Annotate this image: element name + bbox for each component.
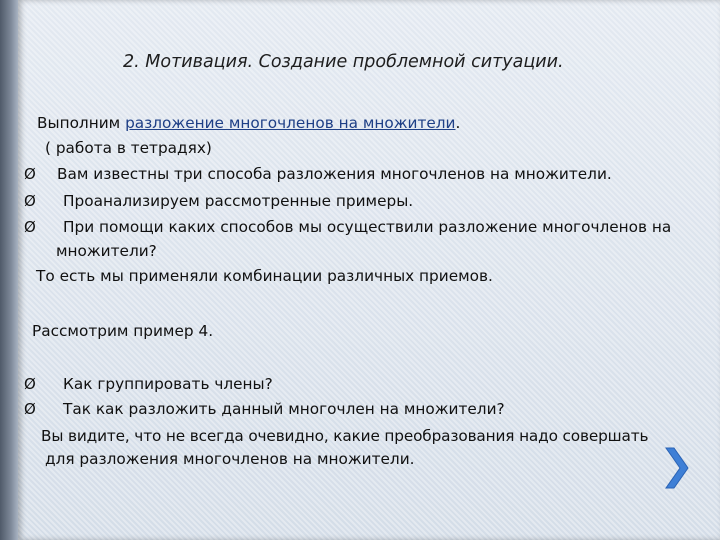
chevron-right-icon[interactable] (662, 444, 692, 492)
conclusion-line-1: Вы видите, что не всегда очевидно, какие преобразования надо совершать (41, 427, 649, 445)
intro-suffix: . (455, 114, 461, 132)
intro-line (37, 112, 460, 136)
bullet-arrow-icon: Ø (24, 375, 36, 393)
topic-link[interactable]: разложение многочленов на множители (125, 114, 456, 132)
conclusion-line-2: для разложения многочленов на множители. (45, 450, 415, 468)
bullet-which-methods: При помощи каких способов мы осуществили разложение многочленов на (63, 218, 672, 236)
slide (18, 0, 720, 540)
left-edge-bar (0, 0, 18, 540)
summary-line: То есть мы применяли комбинации различных приемов. (36, 267, 493, 285)
bullet-analyze-examples: Проанализируем рассмотренные примеры. (63, 192, 414, 210)
bullet-how-factor: Так как разложить данный многочлен на множители? (63, 400, 505, 418)
work-note: ( работа в тетрадях) (45, 139, 212, 157)
bullet-arrow-icon: Ø (24, 165, 36, 183)
example-line: Рассмотрим пример 4. (32, 322, 214, 340)
bullet-arrow-icon: Ø (24, 218, 36, 236)
intro-prefix: Выполним (37, 114, 126, 132)
bullet-arrow-icon: Ø (24, 400, 36, 418)
bullet-known-methods: Вам известны три способа разложения многочленов на множители. (57, 165, 612, 183)
bullet-arrow-icon: Ø (24, 192, 36, 210)
bullet-group-terms: Как группировать члены? (63, 375, 273, 393)
slide-title: 2. Мотивация. Создание проблемной ситуации. (123, 52, 564, 72)
bullet-which-methods-cont: множители? (56, 242, 157, 260)
